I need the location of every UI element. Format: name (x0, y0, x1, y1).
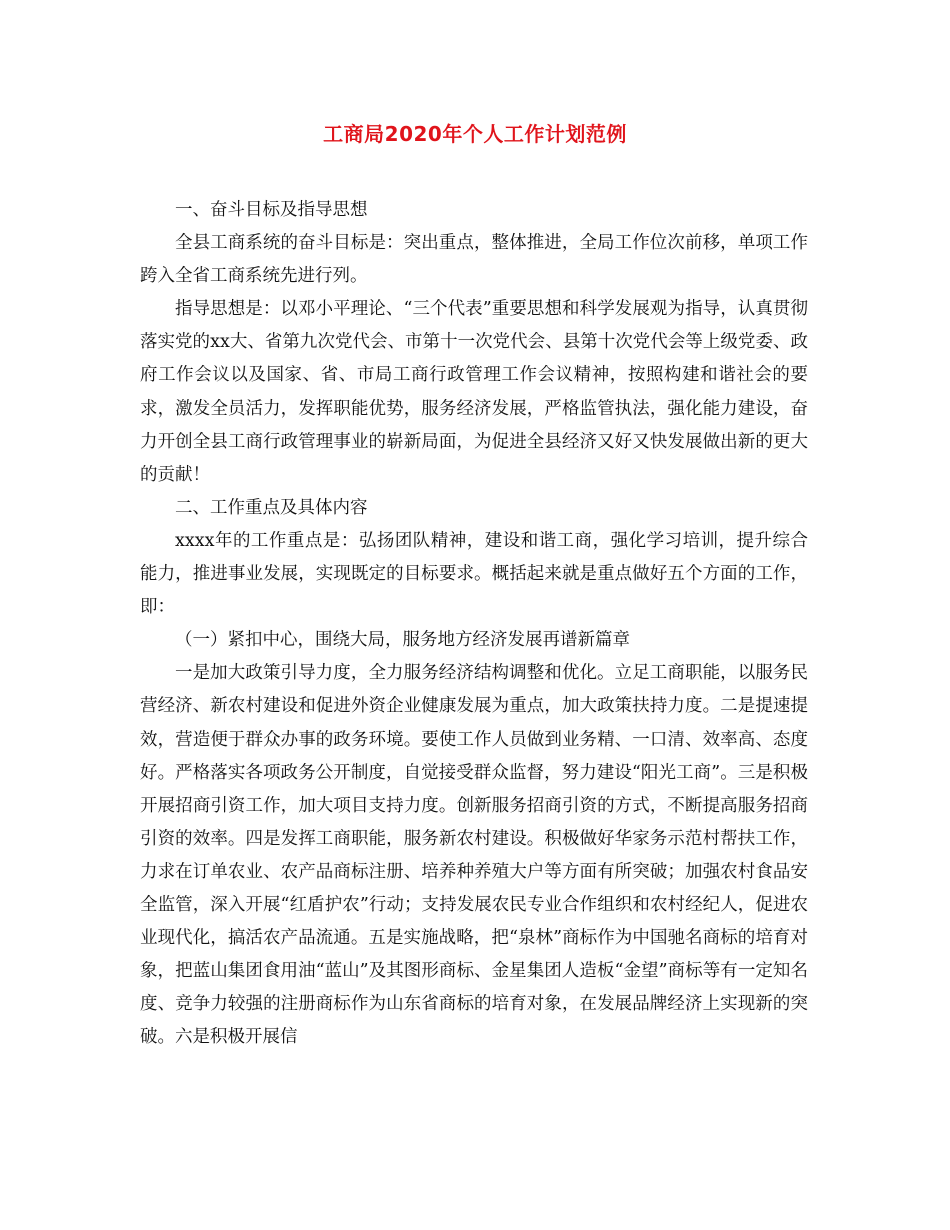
subsection-heading-1: （一）紧扣中心，围绕大局，服务地方经济发展再谱新篇章 (175, 630, 630, 651)
section-heading-1: 一、奋斗目标及指导思想 (175, 200, 368, 220)
document-title: 工商局2020年个人工作计划范例 (323, 122, 627, 146)
paragraph-goal: 全县工商系统的奋斗目标是：突出重点，整体推进，全局工作位次前移，单项工作跨入全省工商系统先进行列。 (140, 233, 808, 287)
paragraph-work-focus: xxxx年的工作重点是：弘扬团队精神，建设和谐工商，强化学习培训，提升综合能力，推进事业发展，实现既定的目标要求。概括起来就是重点做好五个方面的工作，即： (140, 530, 808, 618)
paragraph-details: 一是加大政策引导力度，全力服务经济结构调整和优化。立足工商职能，以服务民营经济、新农村建设和促进外资企业健康发展为重点，加大政策扶持力度。二是提速提效，营造便于群众办事的政务环境。要使工作人员做到业务精、一口清、效率高、态度好。严格落实各项政务公开制度，自觉接受群众监督，努力建设“阳光工商”。三是积极开展招商引资工作，加大项目支持力度。创新服务招商引资的方式，不断提高服务招商引资的效率。四是发挥工商职能，服务新农村建设。积极做好华家务示范村帮扶工作，力求在订单农业、农产品商标注册、培养种养殖大户等方面有所突破；加强农村食品安全监管，深入开展“红盾护农”行动；支持发展农民专业合作组织和农村经纪人，促进农业现代化，搞活农产品流通。五是实施战略，把“泉林”商标作为中国驰名商标的培育对象，把蓝山集团食用油“蓝山”及其图形商标、金星集团人造板“金望”商标等有一定知名度、竞争力较强的注册商标作为山东省商标的培育对象，在发展品牌经济上实现新的突破。六是积极开展信 (140, 663, 808, 1048)
document-body (140, 194, 808, 1054)
paragraph-guiding-ideology: 指导思想是：以邓小平理论、“三个代表”重要思想和科学发展观为指导，认真贯彻落实党的xx大、省第九次党代会、市第十一次党代会、县第十次党代会等上级党委、政府工作会议以及国家、省、市局工商行政管理工作会议精神，按照构建和谐社会的要求，激发全员活力，发挥职能优势，服务经济发展，严格监管执法，强化能力建设，奋力开创全县工商行政管理事业的崭新局面，为促进全县经济又好又快发展做出新的更大的贡献！ (140, 299, 808, 485)
section-heading-2: 二、工作重点及具体内容 (175, 497, 368, 518)
